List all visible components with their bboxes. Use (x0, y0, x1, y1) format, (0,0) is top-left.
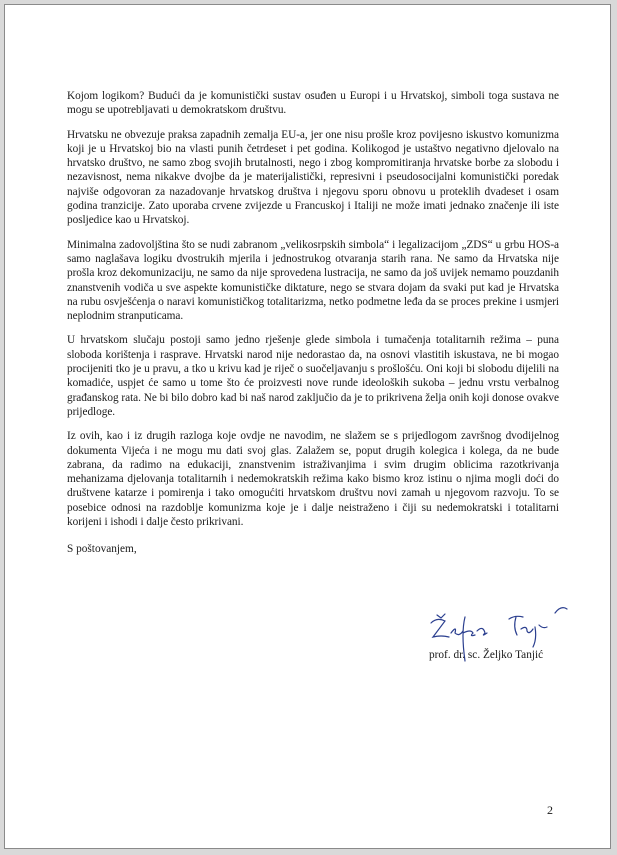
document-page (4, 4, 611, 849)
signer-name: prof. dr. sc. Željko Tanjić (429, 649, 544, 661)
salutation: S poštovanjem, (67, 543, 137, 556)
paragraph-2: Hrvatsku ne obvezuje praksa zapadnih zemalja EU-a, jer one nisu prošle kroz povijesno iskustvo komunizma koji je u Hrvatskoj bio na vlasti punih četrdeset i pet godina. Kolikogod je ustaštvo negativno djelovalo na hrvatsko društvo, ne samo zbog svojih brutalnosti, nego i zbog kompromitiranja hrvatske borbe za slobodu i nezavisnost, nema nikakve dvojbe da je materijalistički, represivni i pseudosocijalni komunistički poredak najviše odgovoran za nazadovanje hrvatskog društva i njegovu sporu obnovu u proteklih dvadeset i osam godina tranzicije. Zato uporaba crvene zvijezde u Francuskoj i Italiji ne može imati jednako značenje ili iste posljedice kao u Hrvatskoj. (67, 128, 559, 227)
paragraph-4: U hrvatskom slučaju postoji samo jedno rješenje glede simbola i tumačenja totalitarnih režima – puna sloboda korištenja i rasprave. Hrvatski narod nije nedorastao da, na osnovi vlastitih iskustava, ne bi mogao procijeniti tko je u pravu, a tko u krivu kad je riječ o suočeljavanju s prošlošću. Oni koji bi slobodu dijelili na komadiće, uspjet će samo u tome što će proizvesti nove runde ideoloških sukoba – jednu vrstu verbalnog građanskog rata. Ne bi bilo dobro kad bi naš narod zaključio da je to prikrivena želja onih koji donose ovakve prijedloge. (67, 334, 559, 418)
page-number: 2 (547, 803, 553, 817)
signature-block (423, 603, 573, 683)
paragraph-3: Minimalna zadovoljština što se nudi zabranom „velikosrpskih simbola“ i legalizacijom „ZDS“ u grbu HOS-a samo naglašava logiku dvostrukih mjerila i jednostrukog otvaranja starih rana. Ne samo da Hrvatska nije prošla kroz dekomunizaciju, ne samo da nije sprovedena lustracija, ne samo da još uvijek nemamo pouzdanih znanstvenih vodiča u sve aspekte komunističke diktature, nego se stvara dojam da svaki put kad je Hrvatska na rubu osvješćenja o naravi komunističkog totalitarizma, netko podmetne leđa da se proces prekine i usmjeri neplodnim stranputicama. (67, 238, 559, 323)
paragraph-5: Iz ovih, kao i iz drugih razloga koje ovdje ne navodim, ne slažem se s prijedlogom završnog dvodijelnog dokumenta Vijeća i ne mogu mu dati svoj glas. Zalažem se, poput drugih kolegica i kolega, da ne bude zabrana, da radimo na edukaciji, znanstvenim istraživanjima i svim drugim oblicima razotkrivanja mehanizama djelovanja totalitarnih i nedemokratskih režima kako bismo kroz istinu o njima mogli doći do društvene katarze i pomirenja i tako omogućiti hrvatskom društvu novi zamah u njegovom razvoju. To se posebice odnosi na razdoblje komunizma koje je i dalje neistraženo i čiji su nedemokratski i totalitarni korijeni i ishodi i dalje često prikrivani. (67, 430, 559, 529)
paragraph-1: Kojom logikom? Budući da je komunistički sustav osuđen u Europi i u Hrvatskoj, simboli toga sustava ne mogu se upotrebljavati u demokratskom društvu. (67, 90, 559, 117)
document-body (67, 89, 559, 555)
